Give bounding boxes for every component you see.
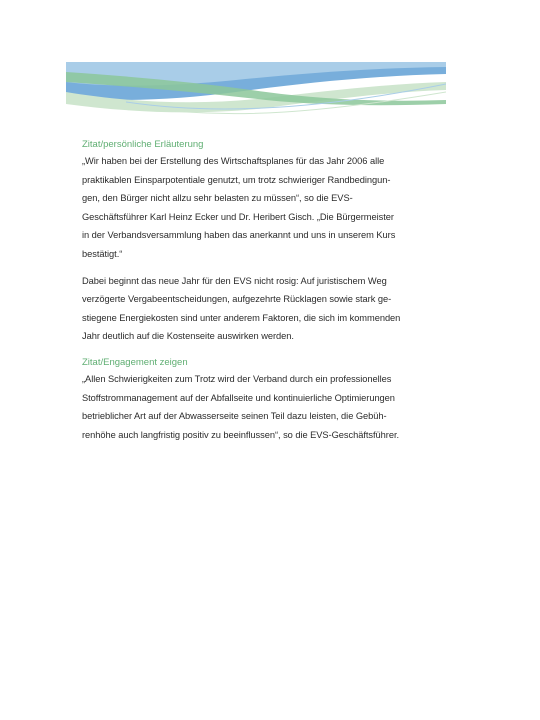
quote-paragraph-2: „Allen Schwierigkeiten zum Trotz wird der Verband durch ein professionelles Stoffstrommanagement auf der Abfallseite und kontinuierliche Optimierungen betrieblicher Art auf der Abwasserseite seinen Teil dazu leisten, die Gebüh- renhöhe auch langfristig positiv zu beeinflussen“, so die EVS-Geschäftsführer.: [82, 373, 400, 440]
section-heading-personal-statement: Zitat/persönliche Erläuterung: [82, 139, 204, 150]
body-paragraph: Dabei beginnt das neue Jahr für den EVS nicht rosig: Auf juristischem Weg verzögerte Vergabeentscheidungen, aufgezehrte Rücklagen sowie stark ge- stiegene Energiekosten sind unter anderem Faktoren, die sich im kommenden Jahr deutlich auf die Kostenseite auswirken werden.: [82, 275, 401, 342]
document-body: [82, 138, 438, 444]
section-heading-engagement: Zitat/Engagement zeigen: [82, 356, 188, 368]
wave-header-graphic: [66, 62, 446, 122]
quote-paragraph-1: „Wir haben bei der Erstellung des Wirtschaftsplanes für das Jahr 2006 alle praktikablen Einsparpotentiale genutzt, um trotz schwieriger Randbedingun- gen, den Bürger nicht allzu sehr belasten zu müssen“, so die EVS- Geschäftsführer Karl Heinz Ecker und Dr. Heribert Gisch. „Die Bürgermeister in der Verbandsversammlung haben das anerkannt und uns in unserem Kurs bestätigt.“: [82, 156, 396, 259]
